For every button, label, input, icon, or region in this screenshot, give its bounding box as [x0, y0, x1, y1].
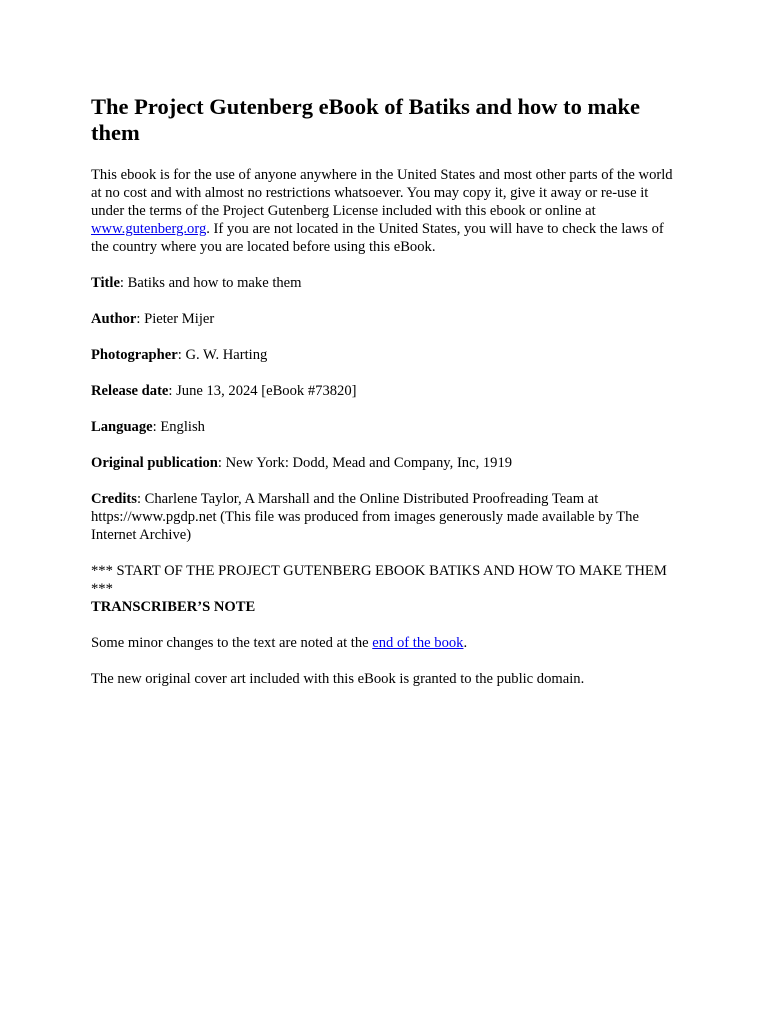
- meta-language: [91, 418, 681, 436]
- start-marker: *** START OF THE PROJECT GUTENBERG EBOOK BATIKS AND HOW TO MAKE THEM ***: [91, 563, 667, 597]
- transcriber-note-heading: TRANSCRIBER’S NOTE: [91, 599, 256, 615]
- intro-text-after: . If you are not located in the United States, you will have to check the laws of the country where you are located before using this eBook.: [91, 221, 664, 255]
- meta-credits: [91, 490, 681, 544]
- meta-value: : New York: Dodd, Mead and Company, Inc, 1919: [217, 455, 513, 471]
- intro-paragraph: [91, 166, 681, 256]
- meta-value: : June 13, 2024 [eBook #73820]: [168, 383, 357, 399]
- meta-label: Photographer: [91, 347, 178, 363]
- meta-label: Language: [91, 419, 153, 435]
- page-title: The Project Gutenberg eBook of Batiks and how to make them: [91, 94, 640, 145]
- meta-label: Release date: [91, 383, 169, 399]
- end-of-book-link[interactable]: end of the book: [372, 635, 464, 651]
- meta-value: : English: [152, 419, 205, 435]
- meta-original-publication: [91, 454, 681, 472]
- meta-value: : Pieter Mijer: [136, 311, 215, 327]
- meta-value: : Batiks and how to make them: [119, 275, 302, 291]
- meta-photographer: [91, 346, 681, 364]
- meta-release-date: [91, 382, 681, 400]
- note-text-before: Some minor changes to the text are noted at the: [91, 635, 373, 651]
- note-text-after: .: [463, 635, 468, 651]
- meta-value: : Charlene Taylor, A Marshall and the Online Distributed Proofreading Team at https://www.pgdp.net (This file was produced from images generously made available by The Internet Archive): [91, 491, 639, 543]
- intro-text-before: This ebook is for the use of anyone anywhere in the United States and most other parts of the world at no cost and with almost no restrictions whatsoever. You may copy it, give it away or re-use it under the terms of the Project Gutenberg License included with this ebook or online at: [91, 167, 673, 219]
- meta-label: Credits: [91, 491, 137, 507]
- gutenberg-link[interactable]: www.gutenberg.org: [91, 221, 207, 237]
- document-page: [91, 94, 681, 706]
- meta-title: [91, 274, 681, 292]
- meta-value: : G. W. Harting: [177, 347, 268, 363]
- meta-label: Title: [91, 275, 120, 291]
- meta-label: Author: [91, 311, 137, 327]
- cover-art-note: The new original cover art included with this eBook is granted to the public domain.: [91, 671, 585, 687]
- transcriber-note-line: [91, 634, 681, 652]
- meta-author: [91, 310, 681, 328]
- meta-label: Original publication: [91, 455, 218, 471]
